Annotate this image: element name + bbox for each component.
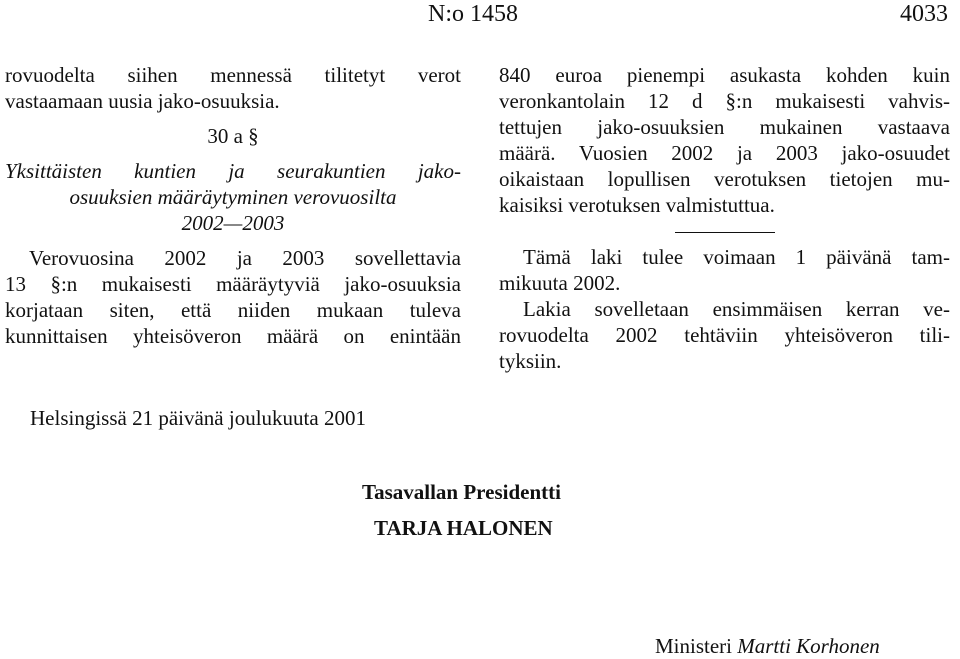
section-heading-line-3: 2002—2003 [181, 211, 285, 235]
entry-into-force-line-1: Tämä laki tulee voimaan 1 päivänä tam- [523, 245, 950, 269]
application-line-1: Lakia sovelletaan ensimmäisen kerran ve- [523, 297, 950, 321]
body-line-1: Verovuosina 2002 ja 2003 sovellettavia [29, 246, 461, 270]
section-number: 30 a § [207, 124, 259, 148]
president-name: TARJA HALONEN [374, 516, 553, 540]
application-line-3: tyksiin. [499, 349, 562, 373]
divider-rule [675, 232, 775, 233]
right-body-line-6: kaisiksi verotuksen valmistuttua. [499, 193, 775, 217]
entry-into-force-line-2: mikuuta 2002. [499, 271, 621, 295]
minister-title: Ministeri [655, 634, 732, 658]
intro-line-1: rovuodelta siihen mennessä tilitetyt verot [5, 63, 461, 87]
body-line-2: 13 §:n mukaisesti määräytyviä jako-osuuksia [5, 272, 461, 296]
president-title: Tasavallan Presidentti [362, 480, 561, 504]
right-body-line-4: määrä. Vuosien 2002 ja 2003 jako-osuudet [499, 141, 950, 165]
left-column [5, 62, 461, 349]
section-heading-line-1: Yksittäisten kuntien ja seurakuntien jako- [5, 159, 461, 183]
right-body-line-2: veronkantolain 12 d §:n mukaisesti vahvis- [499, 89, 950, 113]
issue-number: N:o 1458 [428, 1, 518, 27]
right-body-line-1: 840 euroa pienempi asukasta kohden kuin [499, 63, 950, 87]
intro-line-2: vastaamaan uusia jako-osuuksia. [5, 89, 280, 113]
page-number: 4033 [900, 1, 948, 27]
right-column [499, 62, 950, 374]
application-line-2: rovuodelta 2002 tehtäviin yhteisöveron tili- [499, 323, 950, 347]
section-heading-line-2: osuuksien määräytyminen verovuosilta [69, 185, 397, 209]
body-line-3: korjataan siten, että niiden mukaan tuleva [5, 298, 461, 322]
place-date: Helsingissä 21 päivänä joulukuuta 2001 [30, 406, 366, 430]
right-body-line-3: tettujen jako-osuuksien mukainen vastaava [499, 115, 950, 139]
right-body-line-5: oikaistaan lopullisen verotuksen tietojen mu- [499, 167, 950, 191]
body-line-4: kunnittaisen yhteisöveron määrä on enintään [5, 324, 461, 348]
minister-name: Martti Korhonen [737, 634, 880, 658]
minister-signature [655, 633, 880, 659]
section-divider [499, 218, 950, 244]
